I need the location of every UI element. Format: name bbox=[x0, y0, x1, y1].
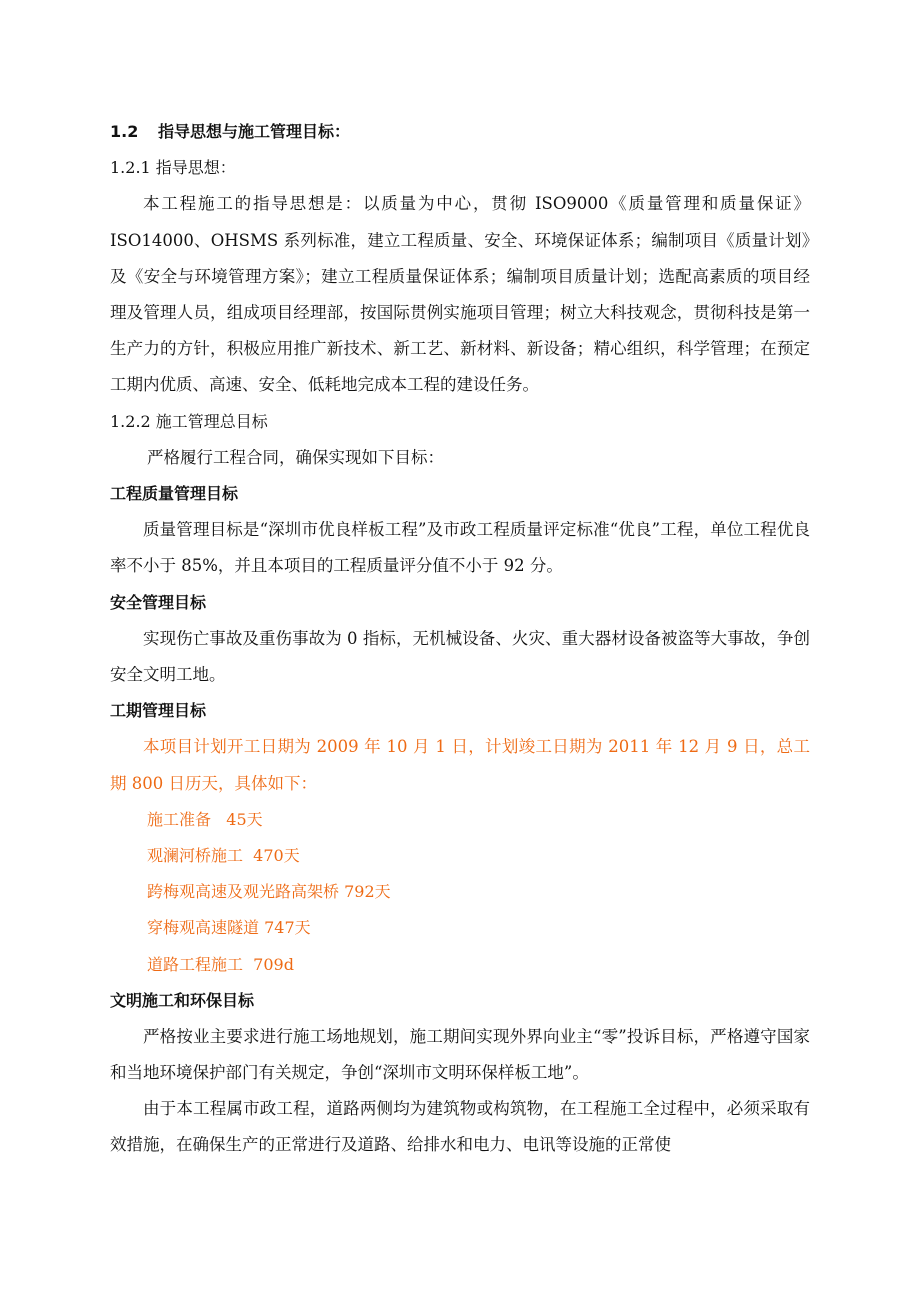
quality-heading: 工程质量管理目标 bbox=[110, 483, 239, 503]
guiding-heading: 1.2.1 指导思想： bbox=[110, 158, 236, 178]
quality-paragraph: 质量管理目标是“深圳市优良样板工程”及市政工程质量评定标准“优良”工程，单位工程优良率不小于 85%，并且本项目的工程质量评分值不小于 92 分。 bbox=[110, 520, 810, 576]
document-page bbox=[110, 114, 810, 1164]
schedule-paragraph: 本项目计划开工日期为 2009 年 10 月 1 日，计划竣工日期为 2011 年 12 月 9 日，总工期 800 日历天，具体如下： bbox=[110, 737, 810, 793]
civilized-paragraph-2: 由于本工程属市政工程，道路两侧均为建筑物或构筑物，在工程施工全过程中，必须采取有效措施，在确保生产的正常进行及道路、给排水和电力、电讯等设施的正常使 bbox=[110, 1099, 810, 1155]
civilized-heading: 文明施工和环保目标 bbox=[110, 990, 255, 1010]
civilized-paragraph: 严格按业主要求进行施工场地规划，施工期间实现外界向业主“零”投诉目标，严格遵守国家和当地环境保护部门有关规定，争创“深圳市文明环保样板工地”。 bbox=[110, 1026, 810, 1083]
schedule-item: 跨梅观高速及观光路高架桥 792天 bbox=[147, 882, 391, 902]
schedule-item: 道路工程施工 709d bbox=[147, 954, 294, 974]
schedule-item: 施工准备 45天 bbox=[147, 809, 263, 829]
section-title bbox=[110, 114, 810, 150]
guiding-paragraph: 本工程施工的指导思想是：以质量为中心，贯彻 ISO9000《质量管理和质量保证》ISO14000、OHSMS 系列标准，建立工程质量、安全、环境保证体系；编制项目《质量计划》及《安全与环境管理方案》；建立工程质量保证体系；编制项目质量计划；选配高素质的项目经理及管理人员，组成项目经理部，按国际贯例实施项目管理；树立大科技观念，贯彻科技是第一生产力的方针，积极应用推广新技术、新工艺、新材料、新设备；精心组织，科学管理；在预定工期内优质、高速、安全、低耗地完成本工程的建设任务。 bbox=[110, 194, 810, 395]
safety-heading: 安全管理目标 bbox=[110, 592, 207, 612]
safety-paragraph: 实现伤亡事故及重伤事故为 0 指标，无机械设备、火灾、重大器材设备被盗等大事故，争创安全文明工地。 bbox=[110, 628, 810, 684]
schedule-item: 穿梅观高速隧道 747天 bbox=[147, 918, 311, 938]
schedule-heading: 工期管理目标 bbox=[110, 701, 207, 721]
section-title-text: 指导思想与施工管理目标： bbox=[158, 122, 351, 141]
section-number: 1.2 bbox=[110, 122, 139, 141]
targets-intro: 严格履行工程合同，确保实现如下目标： bbox=[147, 447, 444, 467]
schedule-item: 观澜河桥施工 470天 bbox=[147, 845, 300, 865]
targets-heading: 1.2.2 施工管理总目标 bbox=[110, 411, 268, 431]
